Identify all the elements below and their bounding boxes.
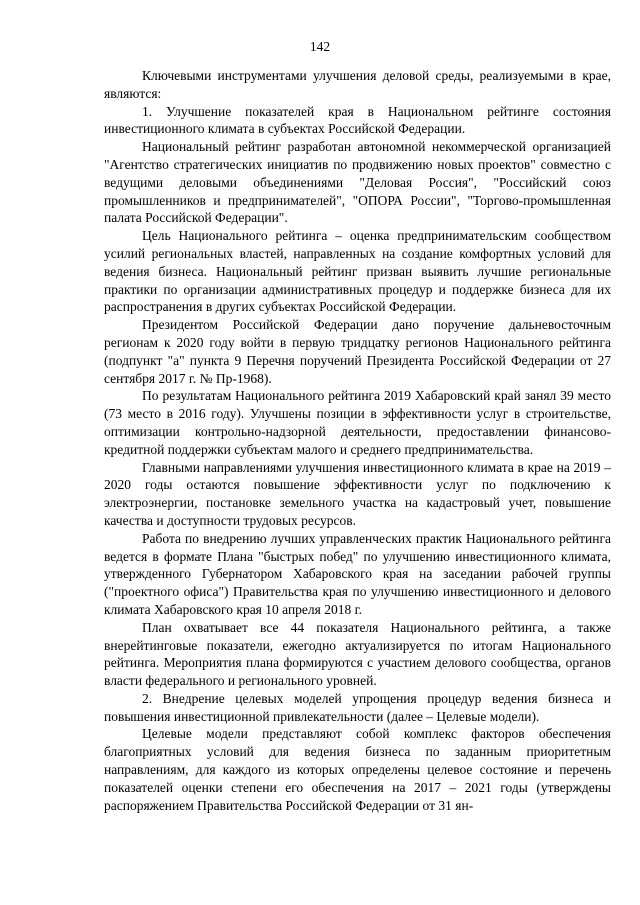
paragraph-rating-goal: Цель Национального рейтинга – оценка предпринимательским сообществом усилий региональных властей, направленных на создание комфортных условий для ведения бизнеса. Национальный рейтинг призван выявить лучшие региональные практики по организации административных процедур и поддержке бизнеса для их распространения в других субъектах Российской Федерации. [104,228,611,315]
paragraph-plan-coverage: План охватывает все 44 показателя Национального рейтинга, а также внерейтинговые показатели, ежегодно актуализируется по итогам Национального рейтинга. Мероприятия плана формируются с участием делового сообщества, органов власти федерального и регионального уровней. [104,619,611,689]
paragraph-target-models: Целевые модели представляют собой комплекс факторов обеспечения благоприятных условий для ведения бизнеса по заданным приоритетным направлениям, для каждого из которых определены целевое состояние и перечень показателей оценки степени его обеспечения на 2017 – 2021 годы (утверждены распоряжением Правительства Российской Федерации от 31 ян- [104,726,611,813]
paragraph-quick-wins-plan: Работа по внедрению лучших управленческих практик Национального рейтинга ведется в формате Плана "быстрых побед" по улучшению инвестиционного климата, утвержденного Губернатором Хабаровского края на заседании рабочей группы ("проектного офиса") Правительства края по улучшению инвестиционного и делового климата Хабаровского края 10 апреля 2018 г. [104,530,611,617]
paragraph-item-2: 2. Внедрение целевых моделей упрощения процедур ведения бизнеса и повышения инвестиционной привлекательности (далее – Целевые модели). [104,690,611,724]
page-number: 142 [309,39,331,54]
paragraph-item-1: 1. Улучшение показателей края в Национальном рейтинге состояния инвестиционного климата в субъектах Российской Федерации. [104,103,611,137]
paragraph-rating-results: По результатам Национального рейтинга 2019 Хабаровский край занял 39 место (73 место в 2016 году). Улучшены позиции в эффективности услуг в строительстве, оптимизации контрольно-надзорной деятельности, предоставлении финансово-кредитной поддержки субъектам малого и среднего предпринимательства. [104,388,611,457]
paragraph-president-order: Президентом Российской Федерации дано поручение дальневосточным регионам к 2020 году войти в первую тридцатку регионов Национального рейтинга (подпункт "а" пункта 9 Перечня поручений Президента Российской Федерации от 27 сентября 2017 г. № Пр-1968). [104,317,611,386]
document-body [104,67,611,814]
paragraph-national-rating: Национальный рейтинг разработан автономной некоммерческой организацией "Агентство стратегических инициатив по продвижению новых проектов" совместно с ведущими деловыми объединениями "Деловая Россия", "Российский союз промышленников и предпринимателей", "ОПОРА России", "Торгово-промышленная палата Российской Федерации". [104,139,611,226]
paragraph-key-instruments: Ключевыми инструментами улучшения деловой среды, реализуемыми в крае, являются: [104,68,611,101]
paragraph-main-directions: Главными направлениями улучшения инвестиционного климата в крае на 2019 – 2020 годы остаются повышение эффективности услуг по подключению к электроэнергии, постановке земельного участка на кадастровый учет, повышение качества и доступности трудовых ресурсов. [104,459,611,528]
